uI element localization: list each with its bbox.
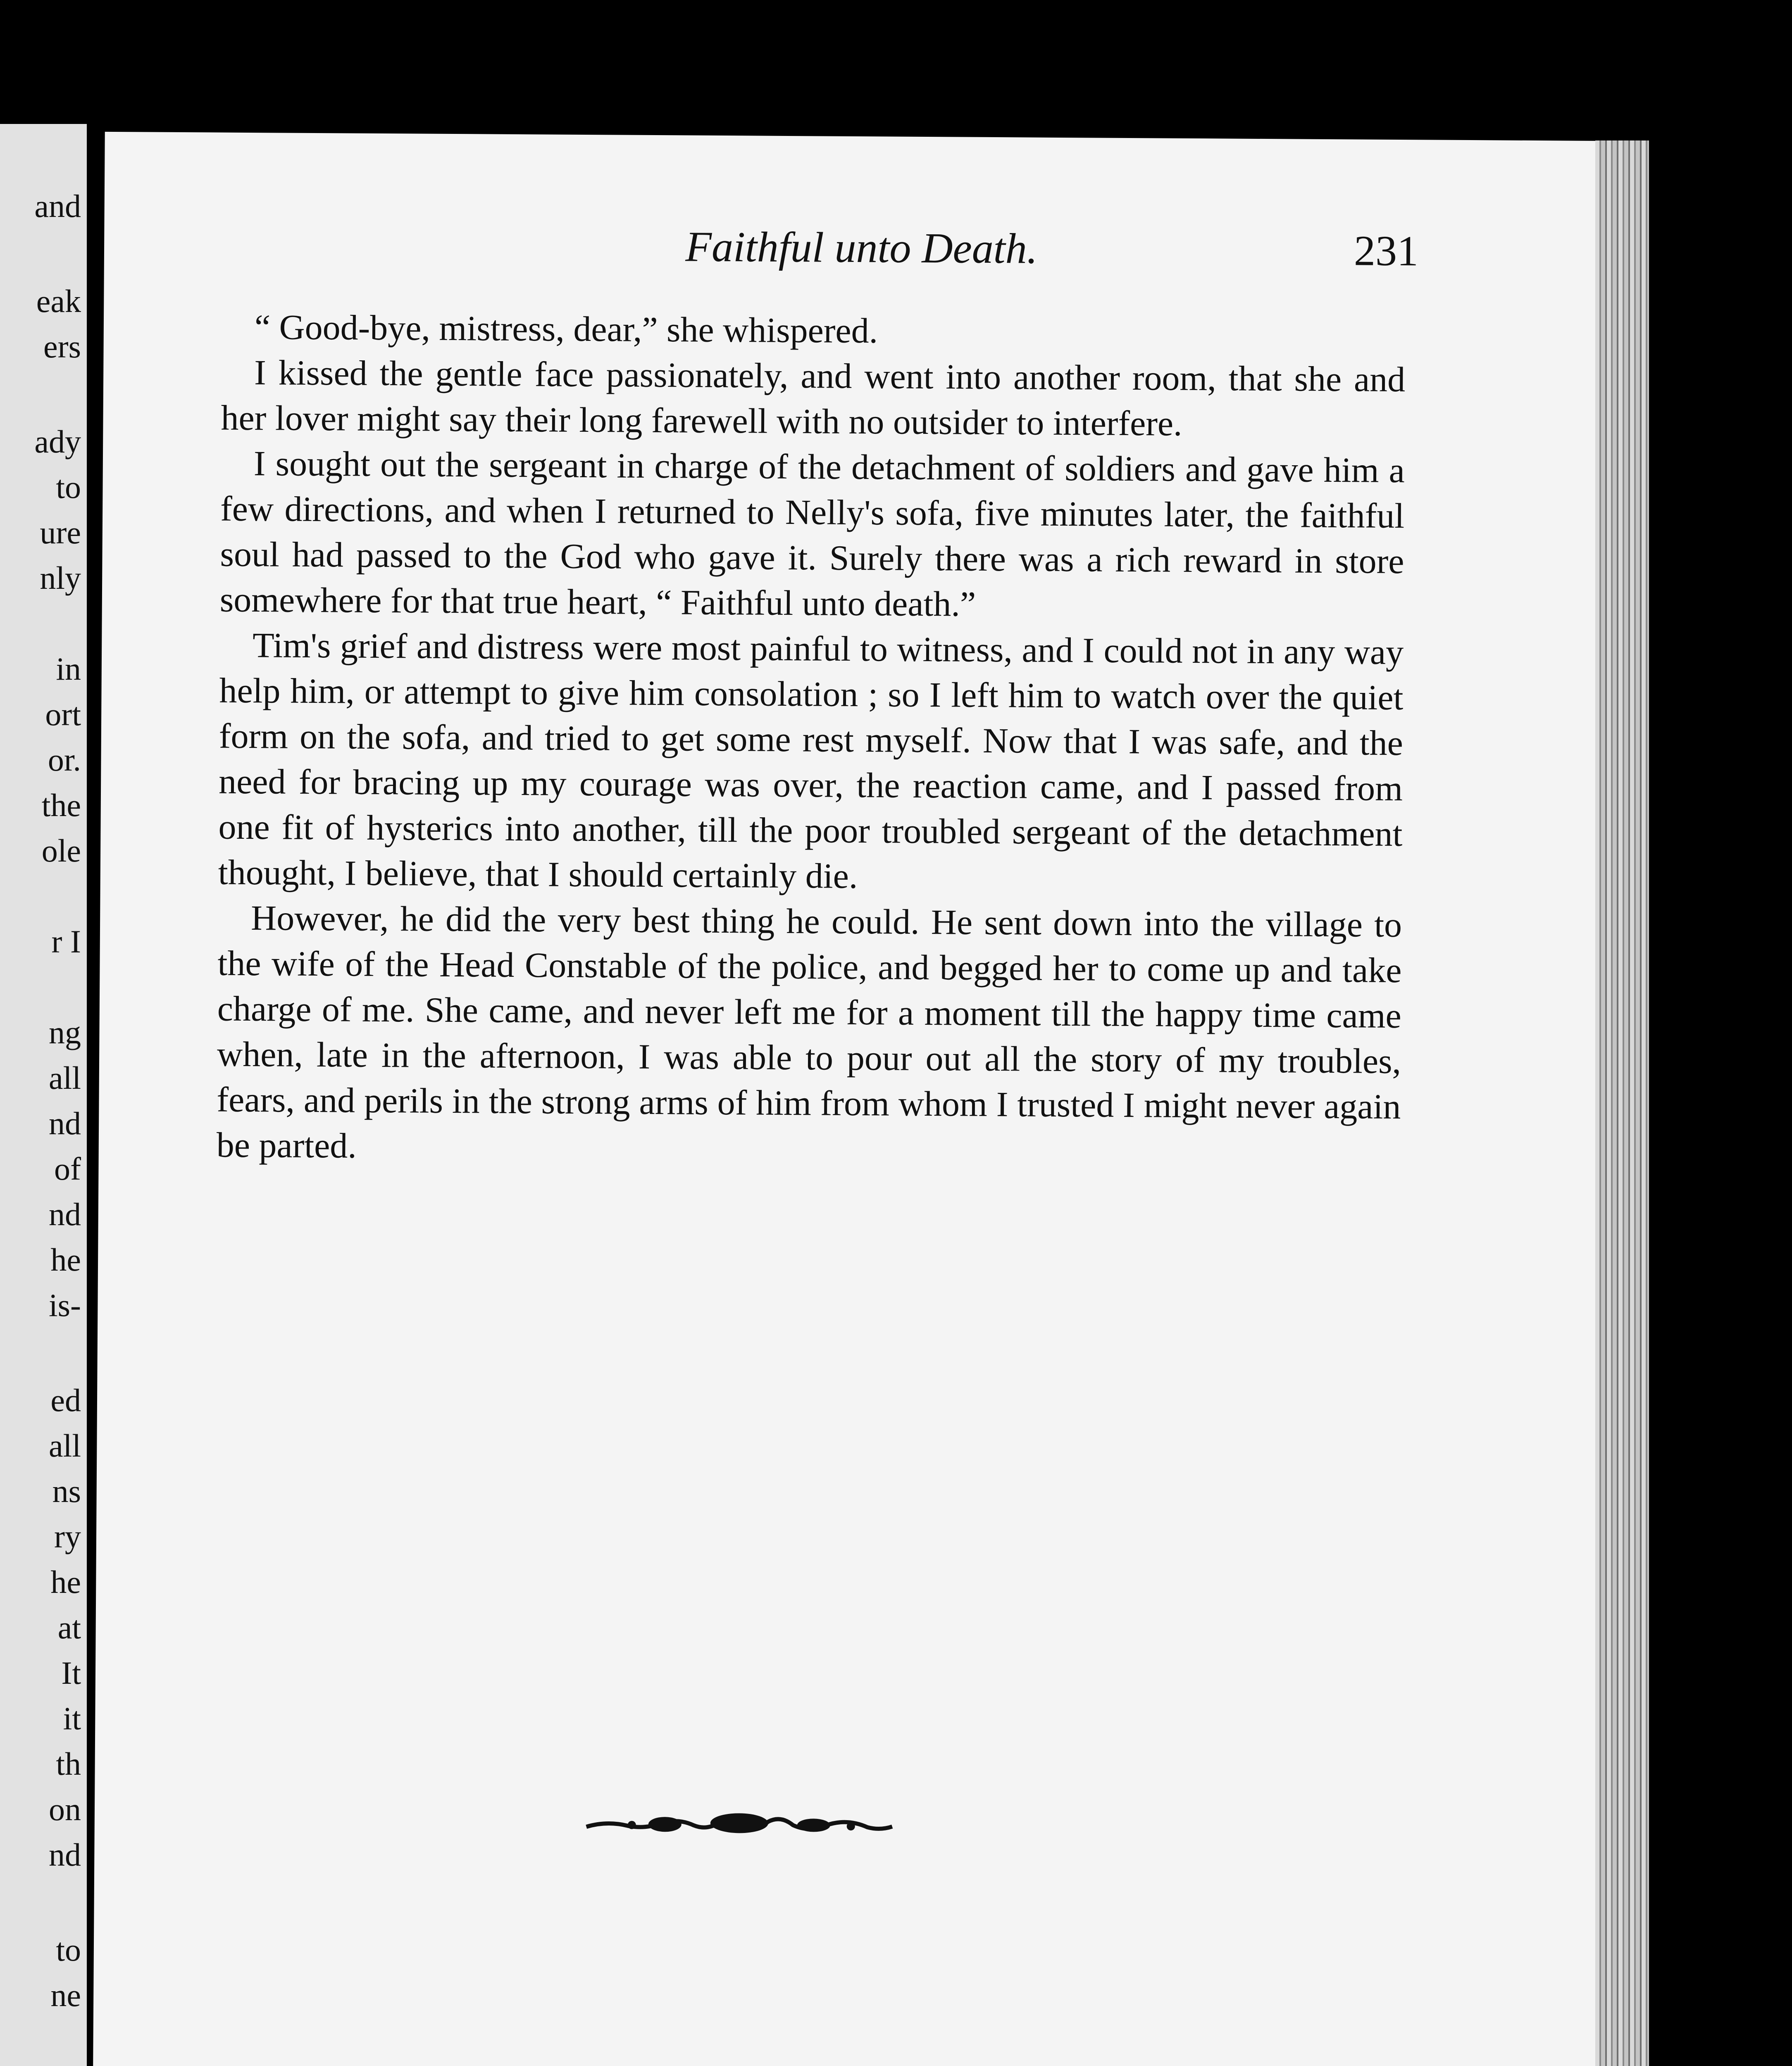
facing-page-fragment: nd	[49, 1105, 81, 1141]
facing-page-fragment: ady	[34, 424, 81, 459]
facing-page-fragment: ure	[40, 514, 81, 550]
facing-page-fragment: ort	[45, 696, 81, 732]
facing-page-fragment: all	[49, 1428, 81, 1464]
facing-page-fragment: ole	[41, 833, 81, 869]
running-title: Faithful unto Death.	[685, 223, 1038, 273]
facing-page-fragment: at	[57, 1609, 81, 1645]
page-edges	[1595, 140, 1649, 2066]
facing-page-fragment: the	[41, 787, 81, 823]
facing-page-fragment: of	[54, 1151, 81, 1187]
facing-page-fragment: he	[50, 1242, 81, 1278]
paragraph: I sought out the sergeant in charge of the detachment of soldiers and gave him a few directions, and when I returned to Nelly's sofa, five minutes later, the faithful soul had passed to the God who gave it. Surely there was a rich reward in store somewhere for that true heart, “ Faithful unto death.”	[219, 443, 1405, 624]
paragraph: Tim's grief and distress were most painful to witness, and I could not in any way help him, or attempt to give him consolation ; so I left him to watch over the quiet form on the sofa, and tried to get some rest myself. Now that I was safe, and the need for bracing up my courage was over, the reaction came, and I passed from one fit of hysterics into another, till the poor troubled sergeant of the detachment thought, I believe, that I should certainly die.	[218, 625, 1404, 896]
facing-page-fragment: nly	[40, 560, 81, 596]
body-text	[216, 304, 1406, 1175]
facing-page-fragment: ers	[43, 328, 81, 364]
facing-page-fragment: ne	[50, 1977, 81, 2013]
page-number: 231	[1354, 227, 1419, 275]
facing-page-fragment: nd	[49, 1196, 81, 1232]
facing-page-fragment: ed	[50, 1382, 81, 1418]
facing-page-fragment: ry	[54, 1519, 81, 1554]
facing-page-fragment: to	[56, 469, 81, 505]
facing-page-fragment: th	[56, 1746, 81, 1782]
facing-page-fragment: eak	[36, 283, 81, 319]
facing-page-left	[0, 124, 87, 2066]
facing-page-fragment: nd	[49, 1837, 81, 1873]
facing-page-fragment: all	[49, 1060, 81, 1096]
paragraph: However, he did the very best thing he could. He sent down into the village to the wife of the Head Constable of the police, and begged her to come up and take charge of me. She came, and never left me for a moment till the happy time came when, late in the afternoon, I was able to pour out all the story of my troubles, fears, and perils in the strong arms of him from whom I trusted I might never again be parted.	[216, 898, 1402, 1166]
facing-page-fragment: to	[56, 1932, 81, 1968]
decorative-flourish-icon	[582, 1808, 896, 1843]
facing-page-fragment: ns	[52, 1473, 81, 1509]
facing-page-fragment: and	[34, 188, 81, 224]
facing-page-fragment: It	[61, 1655, 81, 1691]
facing-page-fragment: r I	[51, 924, 81, 959]
facing-page-fragment: in	[56, 651, 81, 687]
facing-page-fragment: on	[49, 1791, 81, 1827]
page-header	[104, 219, 1619, 281]
facing-page-fragment: he	[50, 1564, 81, 1600]
facing-page-fragment: is-	[49, 1287, 81, 1323]
paragraph: “ Good-bye, mistress, dear,” she whispered.	[254, 307, 878, 351]
facing-page-fragment: or.	[48, 742, 81, 778]
facing-page-fragment: ng	[49, 1014, 81, 1050]
book-page	[89, 132, 1619, 2066]
paragraph: I kissed the gentle face passionately, and went into another room, that she and her lover might say their long farewell with no outsider to interfere.	[221, 352, 1406, 443]
facing-page-fragment: it	[63, 1700, 81, 1736]
